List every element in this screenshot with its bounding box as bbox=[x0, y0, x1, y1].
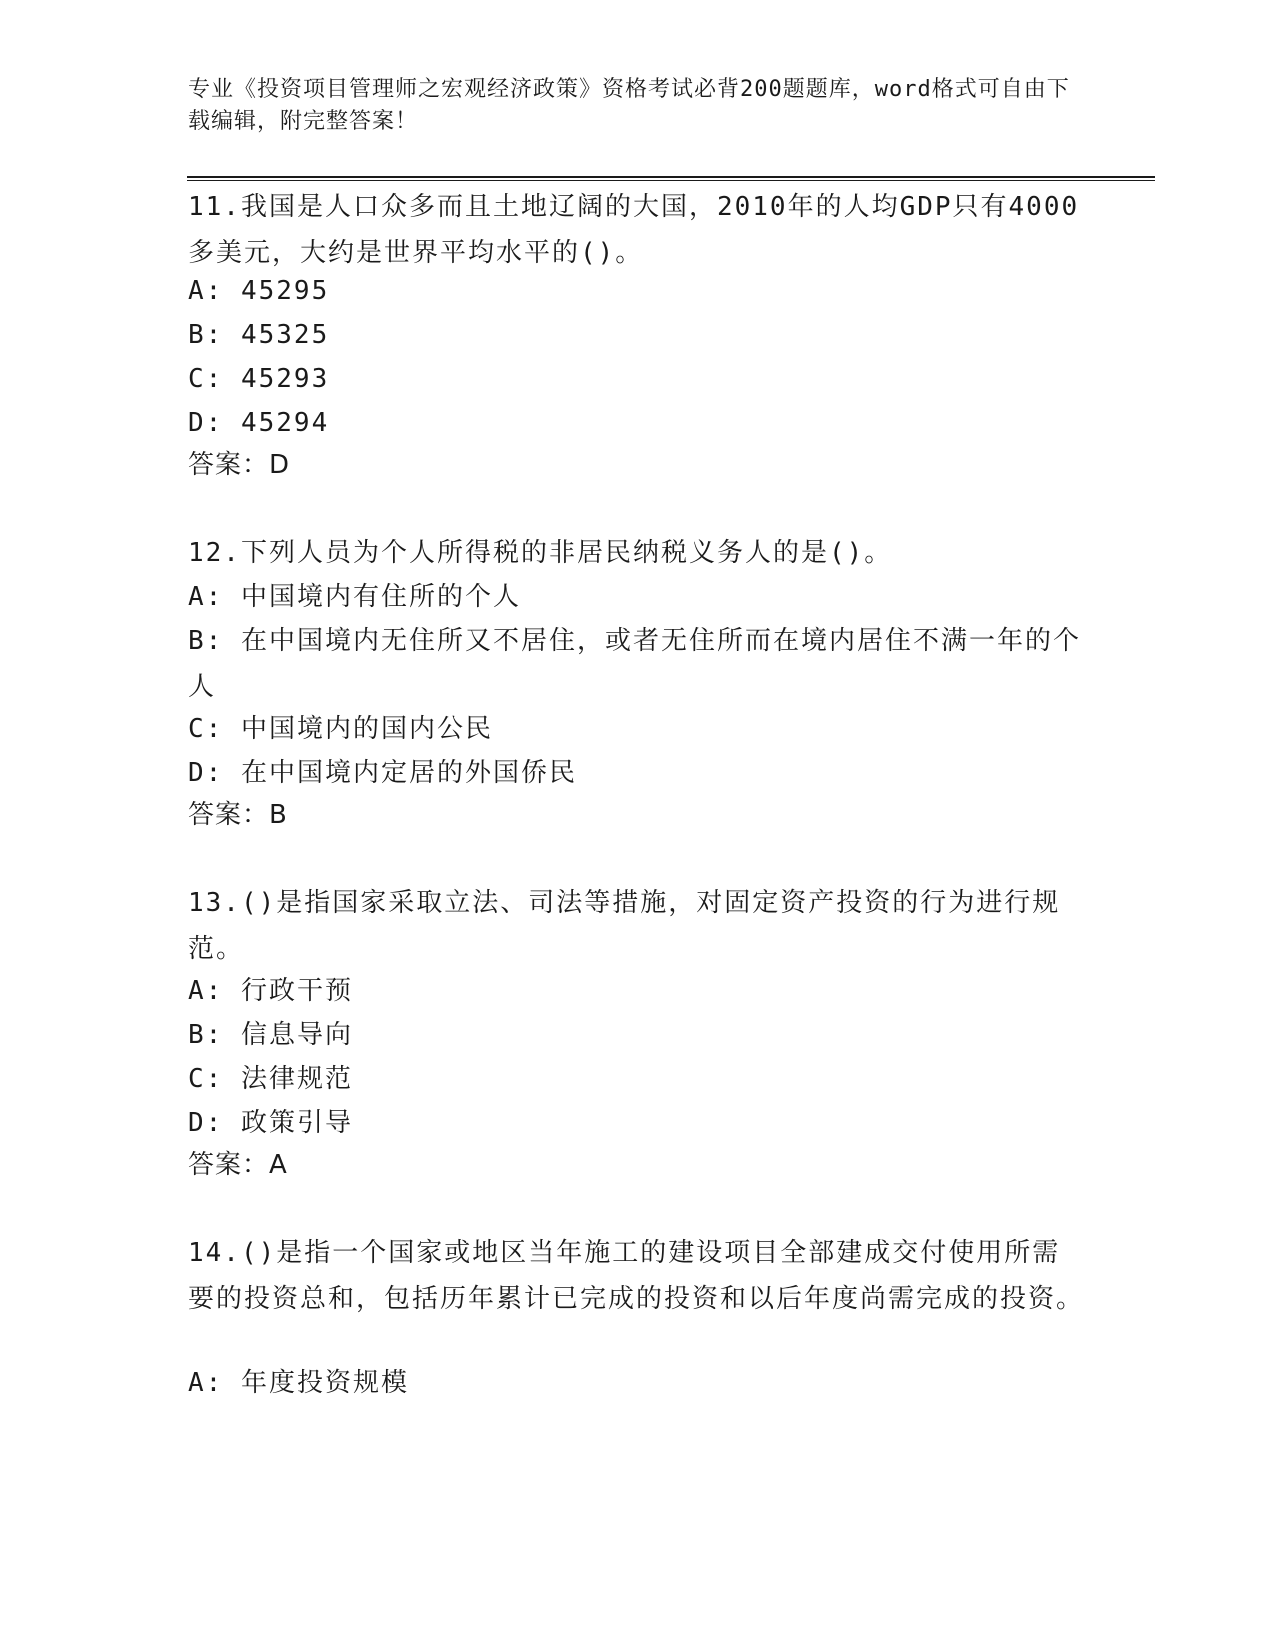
question-11-option-b: B: 45325 bbox=[188, 320, 330, 350]
question-11-option-a: A: 45295 bbox=[188, 276, 330, 306]
question-13-option-d: D: 政策引导 bbox=[188, 1108, 353, 1138]
question-11-option-d: D: 45294 bbox=[188, 408, 330, 438]
question-12-option-b: B: 在中国境内无住所又不居住，或者无住所而在境内居住不满一年的个人 bbox=[188, 626, 1081, 702]
header-divider bbox=[187, 176, 1155, 181]
question-11-answer: 答案：D bbox=[188, 450, 291, 480]
question-11-option-c: C: 45293 bbox=[188, 364, 330, 394]
question-12-stem: 12.下列人员为个人所得税的非居民纳税义务人的是()。 bbox=[188, 538, 893, 568]
document-header: 专业《投资项目管理师之宏观经济政策》资格考试必背200题题库，word格式可自由下载编辑，附完整答案！ bbox=[188, 77, 1070, 134]
question-12-option-c: C: 中国境内的国内公民 bbox=[188, 714, 493, 744]
question-12-option-a: A: 中国境内有住所的个人 bbox=[188, 582, 521, 612]
question-13-stem: 13.()是指国家采取立法、司法等措施，对固定资产投资的行为进行规范。 bbox=[188, 888, 1061, 964]
question-13-option-a: A: 行政干预 bbox=[188, 976, 353, 1006]
question-11-stem: 11.我国是人口众多而且土地辽阔的大国，2010年的人均GDP只有4000多美元，大约是世界平均水平的()。 bbox=[188, 192, 1080, 268]
question-12-answer: 答案：B bbox=[188, 800, 288, 830]
question-13-option-c: C: 法律规范 bbox=[188, 1064, 353, 1094]
question-14-stem: 14.()是指一个国家或地区当年施工的建设项目全部建成交付使用所需要的投资总和，包括历年累计已完成的投资和以后年度尚需完成的投资。 bbox=[188, 1238, 1085, 1314]
question-14-option-a: A: 年度投资规模 bbox=[188, 1368, 409, 1398]
question-13-option-b: B: 信息导向 bbox=[188, 1020, 353, 1050]
question-13-answer: 答案：A bbox=[188, 1150, 288, 1180]
question-12-option-d: D: 在中国境内定居的外国侨民 bbox=[188, 758, 577, 788]
